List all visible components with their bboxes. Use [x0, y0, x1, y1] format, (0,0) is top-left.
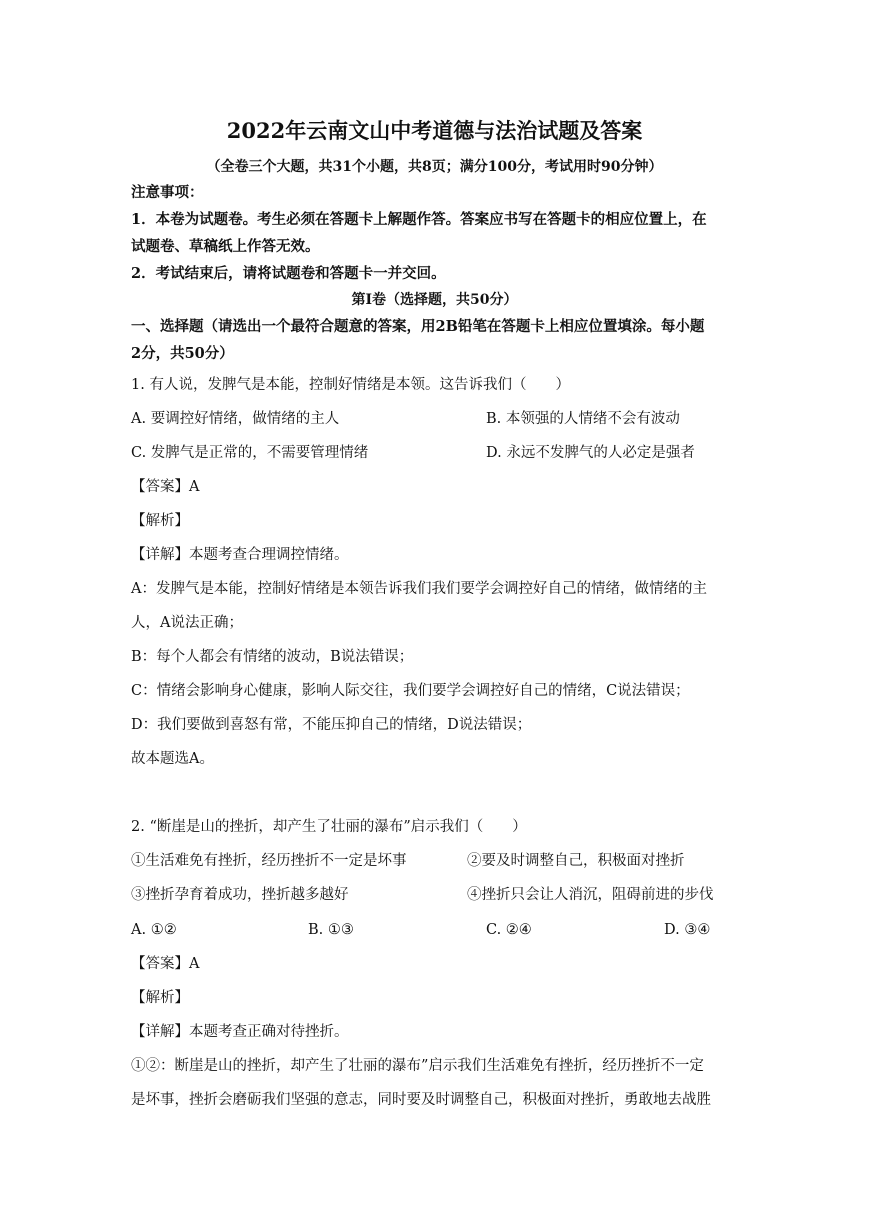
- question-1-explanation-d: D：我们要做到喜怒有常，不能压抑自己的情绪，D说法错误；: [131, 717, 532, 733]
- question-2-statement-1: ①生活难免有挫折，经历挫折不一定是坏事: [131, 853, 407, 869]
- question-1-conclusion: 故本题选A。: [131, 751, 214, 767]
- question-2-explanation-cont: 是坏事，挫折会磨砺我们坚强的意志，同时要及时调整自己，积极面对挫折，勇敢地去战胜: [131, 1092, 711, 1108]
- question-1-explanation-b: B：每个人都会有情绪的波动，B说法错误；: [131, 649, 414, 665]
- page-title: 2022年云南文山中考道德与法治试题及答案: [226, 118, 643, 143]
- question-2-analysis-label: 【解析】: [131, 990, 189, 1006]
- question-1-option-b: B. 本领强的人情绪不会有波动: [486, 411, 680, 427]
- question-2-option-d: D. ③④: [664, 922, 711, 938]
- section-title: 第Ⅰ卷（选择题，共50分）: [351, 292, 518, 308]
- question-2-statement-2: ②要及时调整自己，积极面对挫折: [467, 853, 685, 869]
- notice-item-2: 2．考试结束后，请将试题卷和答题卡一并交回。: [131, 265, 446, 282]
- question-2-option-b: B. ①③: [308, 922, 354, 938]
- notice-heading: 注意事项：: [131, 184, 204, 201]
- question-2-answer: 【答案】A: [131, 956, 200, 972]
- exam-info: （全卷三个大题，共31个小题，共8页；满分100分，考试用时90分钟）: [206, 159, 663, 175]
- question-1-detail: 【详解】本题考查合理调控情绪。: [131, 547, 349, 563]
- question-2-option-a: A. ①②: [131, 922, 177, 938]
- question-1-answer: 【答案】A: [131, 479, 200, 495]
- section-instructions-cont: 2分，共50分）: [131, 345, 234, 362]
- question-2-explanation: ①②：断崖是山的挫折，却产生了壮丽的瀑布”启示我们生活难免有挫折，经历挫折不一定: [131, 1058, 704, 1074]
- question-1-explanation-a-cont: 人，A说法正确；: [131, 615, 243, 631]
- question-2-stem: 2. “断崖是山的挫折，却产生了壮丽的瀑布”启示我们（ ）: [131, 819, 527, 835]
- question-2-option-c: C. ②④: [486, 922, 532, 938]
- section-instructions: 一、选择题（请选出一个最符合题意的答案，用2B铅笔在答题卡上相应位置填涂。每小题: [131, 318, 705, 335]
- question-1-stem: 1. 有人说，发脾气是本能，控制好情绪是本领。这告诉我们（ ）: [131, 377, 570, 393]
- question-1-analysis-label: 【解析】: [131, 513, 189, 529]
- question-1-option-a: A. 要调控好情绪，做情绪的主人: [131, 411, 340, 427]
- question-1-option-c: C. 发脾气是正常的，不需要管理情绪: [131, 445, 369, 461]
- question-2-detail: 【详解】本题考查正确对待挫折。: [131, 1024, 349, 1040]
- question-1-explanation-a: A：发脾气是本能，控制好情绪是本领告诉我们我们要学会调控好自己的情绪，做情绪的主: [131, 581, 707, 597]
- question-2-statement-4: ④挫折只会让人消沉，阻碍前进的步伐: [467, 887, 714, 903]
- notice-item-1-cont: 试题卷、草稿纸上作答无效。: [131, 238, 320, 255]
- question-1-explanation-c: C：情绪会影响身心健康，影响人际交往，我们要学会调控好自己的情绪，C说法错误；: [131, 683, 690, 699]
- question-2-statement-3: ③挫折孕育着成功，挫折越多越好: [131, 887, 349, 903]
- question-1-option-d: D. 永远不发脾气的人必定是强者: [486, 445, 695, 461]
- notice-item-1: 1．本卷为试题卷。考生必须在答题卡上解题作答。答案应书写在答题卡的相应位置上，在: [131, 211, 707, 228]
